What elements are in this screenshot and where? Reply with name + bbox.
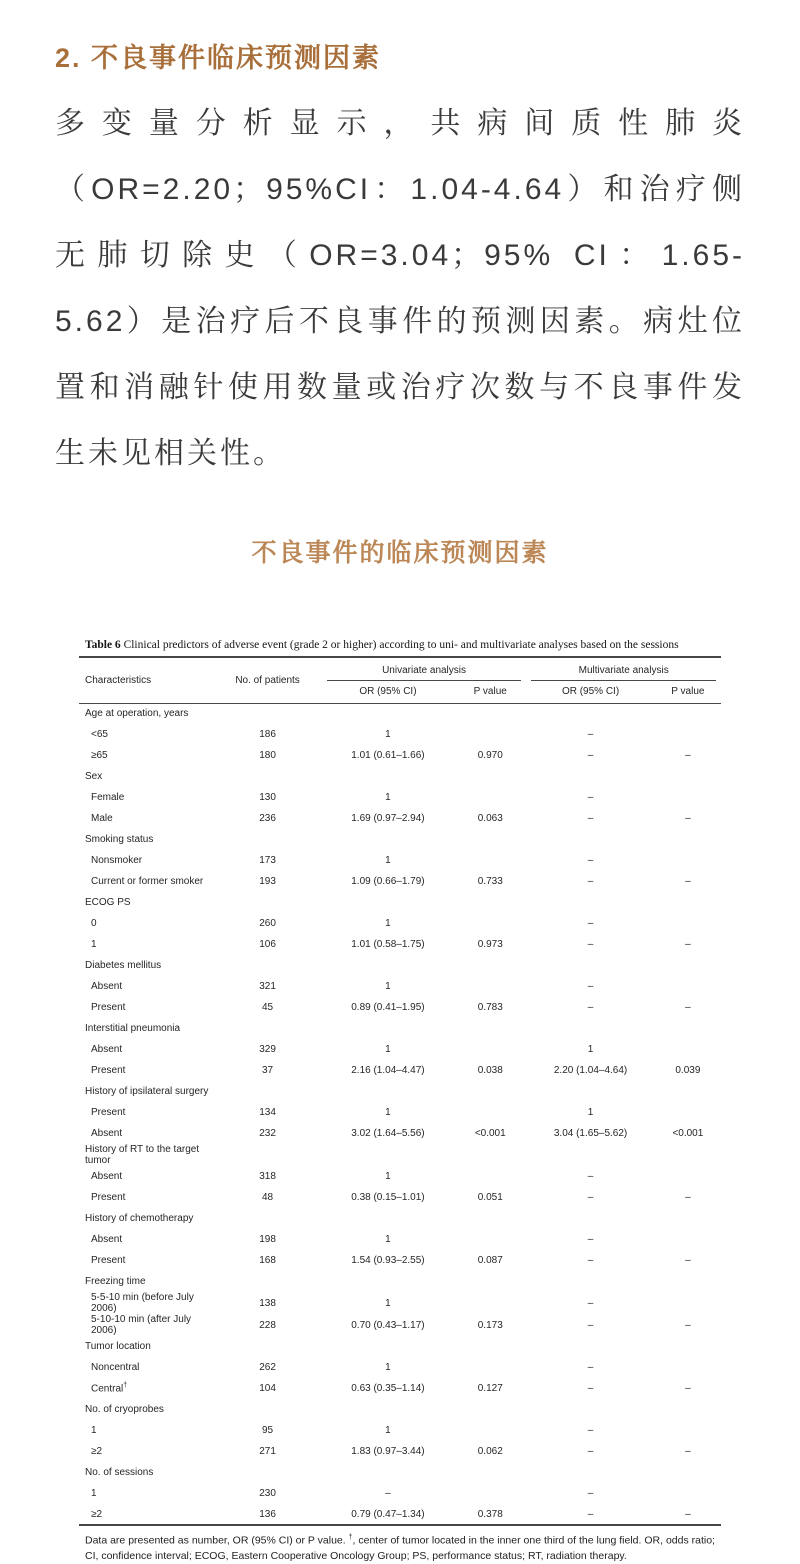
cell-characteristic: 5-10-10 min (after July 2006) xyxy=(91,1314,192,1336)
cell-patients xyxy=(213,1462,321,1483)
cell-univariate-or: 0.63 (0.35–1.14) xyxy=(351,1383,425,1394)
cell-univariate-or: 1 xyxy=(385,918,391,929)
cell-univariate-or: 1 xyxy=(385,1044,391,1055)
cell-characteristic: Present xyxy=(91,1107,126,1118)
cell-multivariate-p xyxy=(655,1144,721,1166)
cell-multivariate-p xyxy=(655,1420,721,1441)
cell-multivariate-or: – xyxy=(587,855,594,866)
cell-patients: 136 xyxy=(259,1508,276,1520)
table-data-row xyxy=(79,1229,721,1250)
cell-univariate-or: 0.89 (0.41–1.95) xyxy=(351,1002,425,1013)
cell-multivariate-p: – xyxy=(685,876,691,887)
cell-characteristic: Diabetes mellitus xyxy=(85,960,162,971)
cell-patients: 106 xyxy=(259,939,276,950)
cell-multivariate-or xyxy=(526,766,654,787)
table-data-row xyxy=(79,1166,721,1187)
cell-patients: 198 xyxy=(259,1234,276,1245)
cell-multivariate-or xyxy=(526,1336,654,1357)
cell-patients: 48 xyxy=(262,1192,274,1203)
table-data-row xyxy=(79,787,721,808)
cell-characteristic: Tumor location xyxy=(85,1341,151,1352)
cell-multivariate-or: – xyxy=(587,1362,594,1373)
cell-multivariate-p xyxy=(655,850,721,871)
cell-multivariate-p: <0.001 xyxy=(672,1128,704,1139)
cell-univariate-or xyxy=(322,1399,454,1420)
group-header-multivariate-label: Multivariate analysis xyxy=(531,663,716,681)
cell-univariate-p xyxy=(454,1039,526,1060)
cell-univariate-p xyxy=(454,1420,526,1441)
table-group-row xyxy=(79,955,721,976)
cell-multivariate-p xyxy=(655,913,721,934)
cell-characteristic: ≥2 xyxy=(91,1508,103,1520)
table-caption-chinese: 不良事件的临床预测因素 xyxy=(251,539,549,567)
table-group-row xyxy=(79,1208,721,1229)
cell-univariate-p xyxy=(454,1336,526,1357)
table-body xyxy=(79,703,721,1525)
cell-patients: 236 xyxy=(259,813,276,824)
group-header-univariate-label: Univariate analysis xyxy=(327,663,522,681)
cell-univariate-or: 1 xyxy=(385,1171,391,1182)
cell-univariate-p xyxy=(454,766,526,787)
cell-multivariate-or xyxy=(526,703,654,724)
table-data-row xyxy=(79,850,721,871)
cell-multivariate-or: – xyxy=(587,1192,594,1203)
cell-univariate-or xyxy=(322,1208,454,1229)
cell-multivariate-or xyxy=(526,1208,654,1229)
cell-univariate-p xyxy=(454,1229,526,1250)
cell-multivariate-or: – xyxy=(587,1255,594,1266)
cell-multivariate-or xyxy=(526,1271,654,1292)
cell-univariate-p: 0.173 xyxy=(477,1319,503,1331)
cell-multivariate-p xyxy=(655,955,721,976)
cell-patients xyxy=(213,766,321,787)
cell-univariate-p xyxy=(454,787,526,808)
cell-characteristic: Age at operation, years xyxy=(85,708,189,720)
cell-patients xyxy=(213,1144,321,1166)
cell-multivariate-p xyxy=(655,1229,721,1250)
cell-multivariate-or: – xyxy=(587,1319,594,1331)
cell-univariate-p: 0.127 xyxy=(477,1383,503,1394)
cell-multivariate-p xyxy=(655,1357,721,1378)
cell-multivariate-or: – xyxy=(587,1425,594,1436)
cell-univariate-p: 0.038 xyxy=(477,1065,503,1076)
cell-multivariate-p: – xyxy=(685,1255,691,1266)
cell-patients: 230 xyxy=(259,1488,276,1499)
cell-univariate-or: 0.79 (0.47–1.34) xyxy=(351,1508,425,1520)
table-group-row xyxy=(79,766,721,787)
cell-patients xyxy=(213,703,321,724)
cell-univariate-or xyxy=(322,1462,454,1483)
cell-characteristic: Present xyxy=(91,1002,126,1013)
table-figure xyxy=(79,639,721,1564)
cell-univariate-or: 1 xyxy=(385,1425,391,1436)
cell-univariate-p xyxy=(454,892,526,913)
cell-patients: 134 xyxy=(259,1107,276,1118)
cell-multivariate-or: – xyxy=(587,1488,594,1499)
cell-multivariate-or: 3.04 (1.65–5.62) xyxy=(553,1128,628,1139)
cell-multivariate-p: – xyxy=(685,1508,691,1520)
cell-univariate-p: 0.378 xyxy=(477,1508,503,1520)
cell-multivariate-p: – xyxy=(685,1002,691,1013)
cell-univariate-p xyxy=(454,1357,526,1378)
dagger-symbol: † xyxy=(348,1534,353,1541)
table-title xyxy=(79,639,721,656)
cell-multivariate-or: – xyxy=(587,1171,594,1182)
cell-univariate-p xyxy=(454,1018,526,1039)
table-footnote xyxy=(79,1526,721,1564)
cell-multivariate-or: – xyxy=(587,1446,594,1457)
cell-characteristic: Smoking status xyxy=(85,834,154,845)
cell-univariate-p xyxy=(454,1292,526,1314)
cell-univariate-p: 0.783 xyxy=(477,1002,503,1013)
cell-univariate-or: 0.70 (0.43–1.17) xyxy=(351,1319,425,1331)
cell-univariate-or xyxy=(322,892,454,913)
table-group-row xyxy=(79,703,721,724)
table-data-row xyxy=(79,724,721,745)
footnote-pre: Data are presented as number, OR (95% CI) or P value. xyxy=(85,1534,349,1547)
cell-patients: 329 xyxy=(259,1044,276,1055)
cell-patients: 193 xyxy=(259,876,276,887)
cell-characteristic: Central† xyxy=(91,1382,128,1395)
cell-univariate-p xyxy=(454,1462,526,1483)
cell-patients xyxy=(213,1336,321,1357)
cell-patients: 321 xyxy=(259,981,276,992)
cell-multivariate-or: 1 xyxy=(587,1044,594,1055)
table-data-row xyxy=(79,745,721,766)
cell-multivariate-p: – xyxy=(685,939,691,950)
cell-patients: 180 xyxy=(259,750,276,761)
cell-univariate-or: 1 xyxy=(385,1107,391,1118)
cell-patients: 271 xyxy=(259,1446,276,1457)
cell-patients: 186 xyxy=(259,729,276,740)
table-group-row xyxy=(79,1081,721,1102)
cell-multivariate-or xyxy=(526,1462,654,1483)
column-header-characteristics: Characteristics xyxy=(79,657,213,703)
cell-multivariate-or: – xyxy=(587,750,594,761)
cell-univariate-or: 1 xyxy=(385,981,391,992)
cell-patients: 318 xyxy=(259,1171,276,1182)
table-data-row xyxy=(79,1250,721,1271)
cell-multivariate-p: – xyxy=(685,1383,691,1394)
cell-patients xyxy=(213,1081,321,1102)
cell-multivariate-p: – xyxy=(685,1192,691,1203)
cell-multivariate-or: – xyxy=(587,1508,594,1520)
cell-multivariate-or: – xyxy=(587,1297,594,1309)
cell-multivariate-p xyxy=(655,1081,721,1102)
table-data-row xyxy=(79,1420,721,1441)
cell-univariate-or: 1 xyxy=(385,1234,391,1245)
cell-characteristic: Absent xyxy=(91,981,123,992)
cell-characteristic: Male xyxy=(91,813,113,824)
cell-multivariate-p xyxy=(655,1018,721,1039)
cell-characteristic: History of ipsilateral surgery xyxy=(85,1086,209,1097)
cell-characteristic: 5-5-10 min (before July 2006) xyxy=(91,1292,194,1314)
cell-patients xyxy=(213,892,321,913)
cell-multivariate-p xyxy=(655,1102,721,1123)
table-group-row xyxy=(79,1462,721,1483)
cell-patients: 37 xyxy=(262,1065,274,1076)
cell-univariate-or: 1.54 (0.93–2.55) xyxy=(351,1255,425,1266)
table-header xyxy=(79,657,721,703)
cell-multivariate-p xyxy=(655,1208,721,1229)
table-group-row xyxy=(79,892,721,913)
cell-characteristic: ≥65 xyxy=(91,750,108,761)
cell-characteristic: Nonsmoker xyxy=(91,855,143,866)
cell-univariate-p xyxy=(454,829,526,850)
cell-multivariate-or xyxy=(526,1081,654,1102)
cell-univariate-or: 0.38 (0.15–1.01) xyxy=(351,1192,425,1203)
section-heading: 2. 不良事件临床预测因素 xyxy=(55,43,382,73)
cell-patients: 95 xyxy=(262,1425,274,1436)
cell-univariate-p xyxy=(454,850,526,871)
cell-multivariate-p xyxy=(655,1292,721,1314)
cell-multivariate-p xyxy=(655,766,721,787)
cell-patients: 138 xyxy=(259,1297,276,1309)
cell-univariate-or: 1.83 (0.97–3.44) xyxy=(351,1446,425,1457)
cell-univariate-or xyxy=(322,1018,454,1039)
cell-characteristic: Female xyxy=(91,792,125,803)
table-group-row xyxy=(79,1018,721,1039)
cell-patients: 104 xyxy=(259,1383,276,1394)
cell-characteristic: Absent xyxy=(91,1044,123,1055)
column-header-uni-or: OR (95% CI) xyxy=(322,681,454,703)
cell-univariate-or: 1 xyxy=(385,855,391,866)
cell-multivariate-p xyxy=(655,1399,721,1420)
cell-univariate-p xyxy=(454,976,526,997)
cell-patients xyxy=(213,1271,321,1292)
cell-univariate-p xyxy=(454,724,526,745)
cell-univariate-p xyxy=(454,1208,526,1229)
cell-patients: 45 xyxy=(262,1002,274,1013)
cell-multivariate-or: – xyxy=(587,792,594,803)
table-data-row xyxy=(79,1060,721,1081)
cell-univariate-or: 1.01 (0.61–1.66) xyxy=(351,750,425,761)
cell-univariate-p: 0.733 xyxy=(477,876,503,887)
cell-univariate-or: 1.69 (0.97–2.94) xyxy=(351,813,425,824)
cell-multivariate-p xyxy=(655,1166,721,1187)
cell-multivariate-or: – xyxy=(587,813,594,824)
table-group-row xyxy=(79,1399,721,1420)
cell-multivariate-or: – xyxy=(587,1383,594,1394)
table-data-row xyxy=(79,1102,721,1123)
column-header-multi-or: OR (95% CI) xyxy=(526,681,654,703)
cell-patients: 260 xyxy=(259,918,276,929)
cell-univariate-or xyxy=(322,1144,454,1166)
table-number: Table 6 xyxy=(85,639,121,651)
cell-multivariate-or: 2.20 (1.04–4.64) xyxy=(553,1065,628,1076)
cell-patients: 232 xyxy=(259,1128,276,1139)
cell-characteristic: 1 xyxy=(91,1425,97,1436)
cell-patients xyxy=(213,1399,321,1420)
table-data-row xyxy=(79,934,721,955)
table-data-row xyxy=(79,808,721,829)
cell-multivariate-p xyxy=(655,703,721,724)
cell-characteristic: History of RT to the target tumor xyxy=(85,1144,200,1166)
cell-multivariate-or xyxy=(526,892,654,913)
cell-multivariate-or: – xyxy=(587,876,594,887)
cell-characteristic: Sex xyxy=(85,771,103,782)
cell-characteristic: ECOG PS xyxy=(85,897,131,908)
cell-univariate-p xyxy=(454,1081,526,1102)
cell-univariate-p xyxy=(454,1399,526,1420)
cell-patients: 173 xyxy=(259,855,276,866)
cell-multivariate-or xyxy=(526,829,654,850)
table-data-row xyxy=(79,1357,721,1378)
column-header-patients: No. of patients xyxy=(213,657,321,703)
cell-univariate-p xyxy=(454,955,526,976)
cell-univariate-p: 0.063 xyxy=(477,813,503,824)
table-title-text: Clinical predictors of adverse event (grade 2 or higher) according to uni- and multivariate analyses based on the sessions xyxy=(120,639,679,651)
cell-characteristic: Present xyxy=(91,1192,126,1203)
cell-multivariate-p xyxy=(655,892,721,913)
table-group-row xyxy=(79,829,721,850)
cell-characteristic: Absent xyxy=(91,1171,123,1182)
cell-patients: 168 xyxy=(259,1255,276,1266)
cell-multivariate-p xyxy=(655,1336,721,1357)
table-group-row xyxy=(79,1144,721,1166)
cell-univariate-p: 0.087 xyxy=(477,1255,503,1266)
cell-univariate-p xyxy=(454,1144,526,1166)
cell-univariate-p xyxy=(454,1271,526,1292)
column-header-multi-p: P value xyxy=(655,681,721,703)
table-group-row xyxy=(79,1271,721,1292)
table-data-row xyxy=(79,1187,721,1208)
cell-patients: 262 xyxy=(259,1362,276,1373)
cell-multivariate-p: – xyxy=(685,813,691,824)
cell-patients xyxy=(213,955,321,976)
cell-univariate-p xyxy=(454,1102,526,1123)
cell-patients: 228 xyxy=(259,1319,276,1331)
cell-univariate-or: 3.02 (1.64–5.56) xyxy=(351,1128,425,1139)
table-group-row xyxy=(79,1336,721,1357)
table-data-row xyxy=(79,1441,721,1462)
cell-patients: 130 xyxy=(259,792,276,803)
cell-multivariate-or xyxy=(526,955,654,976)
group-header-univariate xyxy=(322,657,527,681)
cell-characteristic: 0 xyxy=(91,918,97,929)
cell-multivariate-p xyxy=(655,724,721,745)
dagger-symbol: † xyxy=(123,1382,128,1390)
cell-characteristic: Present xyxy=(91,1065,126,1076)
cell-characteristic: 1 xyxy=(91,1488,97,1499)
cell-multivariate-p xyxy=(655,1483,721,1504)
cell-patients xyxy=(213,1208,321,1229)
cell-multivariate-or: – xyxy=(587,981,594,992)
cell-univariate-or xyxy=(322,703,454,724)
cell-multivariate-or: – xyxy=(587,918,594,929)
cell-univariate-or xyxy=(322,1336,454,1357)
cell-characteristic: Absent xyxy=(91,1128,123,1139)
body-paragraph: 多变量分析显示，共病间质性肺炎（OR=2.20；95%CI：1.04-4.64）和治疗侧无肺切除史（OR=3.04；95% CI：1.65-5.62）是治疗后不良事件的预测因素。病灶位置和消融针使用数量或治疗次数与不良事件发生未见相关性。 xyxy=(55,107,745,470)
table-data-row xyxy=(79,913,721,934)
table-data-row xyxy=(79,1504,721,1525)
table-data-row xyxy=(79,1039,721,1060)
cell-multivariate-p: – xyxy=(685,1319,691,1331)
cell-characteristic: Present xyxy=(91,1255,126,1266)
cell-multivariate-p xyxy=(655,1039,721,1060)
cell-univariate-or xyxy=(322,1271,454,1292)
cell-univariate-or: 1 xyxy=(385,1362,391,1373)
cell-univariate-or: 1 xyxy=(385,729,391,740)
cell-multivariate-or: – xyxy=(587,729,594,740)
cell-multivariate-p xyxy=(655,1462,721,1483)
cell-multivariate-or: – xyxy=(587,939,594,950)
column-header-uni-p: P value xyxy=(454,681,526,703)
cell-characteristic: Freezing time xyxy=(85,1276,146,1287)
cell-univariate-or xyxy=(322,829,454,850)
table-data-row xyxy=(79,1483,721,1504)
cell-characteristic: ≥2 xyxy=(91,1446,103,1457)
cell-univariate-p: 0.051 xyxy=(477,1192,503,1203)
cell-multivariate-p xyxy=(655,829,721,850)
cell-multivariate-or: – xyxy=(587,1234,594,1245)
cell-characteristic: Noncentral xyxy=(91,1362,140,1373)
cell-univariate-or: 2.16 (1.04–4.47) xyxy=(351,1065,425,1076)
cell-univariate-or xyxy=(322,766,454,787)
cell-characteristic: Interstitial pneumonia xyxy=(85,1023,181,1034)
cell-univariate-or: 1 xyxy=(385,792,391,803)
table-data-row xyxy=(79,976,721,997)
table-data-row xyxy=(79,871,721,892)
cell-univariate-p: 0.973 xyxy=(477,939,503,950)
cell-univariate-or xyxy=(322,955,454,976)
cell-characteristic: Current or former smoker xyxy=(91,876,204,887)
cell-univariate-p xyxy=(454,703,526,724)
cell-univariate-or: 1.09 (0.66–1.79) xyxy=(351,876,425,887)
cell-characteristic: No. of cryoprobes xyxy=(85,1404,164,1415)
cell-univariate-p: 0.062 xyxy=(477,1446,503,1457)
table-data-row xyxy=(79,1314,721,1336)
cell-characteristic: No. of sessions xyxy=(85,1467,154,1478)
cell-patients xyxy=(213,829,321,850)
cell-characteristic: Absent xyxy=(91,1234,123,1245)
cell-univariate-p xyxy=(454,1166,526,1187)
cell-multivariate-or xyxy=(526,1144,654,1166)
cell-univariate-or: 1.01 (0.58–1.75) xyxy=(351,939,425,950)
cell-characteristic: 1 xyxy=(91,939,97,950)
group-header-multivariate xyxy=(526,657,721,681)
cell-characteristic: <65 xyxy=(91,729,108,740)
cell-multivariate-p: – xyxy=(685,1446,691,1457)
cell-multivariate-or: – xyxy=(587,1002,594,1013)
footnote-post: , center of tumor located in the inner one third of the lung field. OR, odds ratio; CI, confidence interval; ECOG, Eastern Cooperative Oncology Group; PS, performance status; RT, radiation therapy. xyxy=(85,1534,715,1562)
table-data-row xyxy=(79,1378,721,1399)
cell-multivariate-or xyxy=(526,1018,654,1039)
cell-univariate-p: <0.001 xyxy=(474,1128,506,1139)
cell-univariate-or xyxy=(322,1081,454,1102)
cell-univariate-p: 0.970 xyxy=(477,750,503,761)
cell-multivariate-or: 1 xyxy=(587,1107,594,1118)
cell-multivariate-p xyxy=(655,976,721,997)
cell-univariate-or: – xyxy=(385,1488,391,1499)
cell-multivariate-p xyxy=(655,1271,721,1292)
cell-patients xyxy=(213,1018,321,1039)
cell-multivariate-or xyxy=(526,1399,654,1420)
cell-characteristic: History of chemotherapy xyxy=(85,1213,194,1224)
table-data-row xyxy=(79,1292,721,1314)
cell-univariate-p xyxy=(454,913,526,934)
cell-multivariate-p xyxy=(655,787,721,808)
cell-multivariate-p: 0.039 xyxy=(675,1065,701,1076)
cell-multivariate-p: – xyxy=(685,750,691,761)
cell-univariate-or: 1 xyxy=(385,1297,391,1309)
table-data-row xyxy=(79,997,721,1018)
predictors-table xyxy=(79,656,721,1526)
table-data-row xyxy=(79,1123,721,1144)
cell-univariate-p xyxy=(454,1483,526,1504)
